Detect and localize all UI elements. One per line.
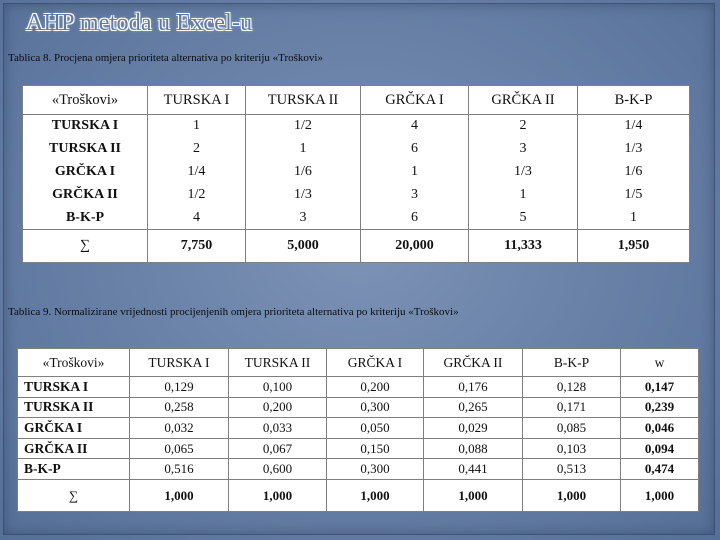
table1-cell: 1/6 [578, 161, 690, 184]
table2-row [18, 438, 699, 459]
pairwise-comparison-table [22, 85, 690, 263]
slide-title: AHP metoda u Excel-u [26, 10, 253, 36]
table1-cell: 4 [148, 206, 246, 229]
table2-sum-row [18, 480, 699, 512]
table2-weight-cell: 0,239 [621, 397, 699, 418]
table2-cell: 0,085 [523, 418, 621, 439]
table2-cell: 0,300 [327, 459, 424, 480]
normalized-values-table [17, 348, 699, 512]
table1-col-header: TURSKA II [246, 86, 361, 115]
table1-sum-row [23, 230, 690, 263]
table2-cell: 0,516 [130, 459, 229, 480]
sum-symbol: ∑ [23, 230, 148, 263]
table1-cell: 4 [361, 115, 469, 138]
table1-row [23, 138, 690, 161]
table1-sum-cell: 11,333 [469, 230, 578, 263]
table1-cell: 1 [578, 206, 690, 229]
table1-header-row [23, 86, 690, 115]
table1-sum-cell: 1,950 [578, 230, 690, 263]
table2-cell: 0,171 [523, 397, 621, 418]
table1-cell: 1/3 [246, 183, 361, 206]
table1-cell: 1/4 [148, 161, 246, 184]
table2-sum-cell: 1,000 [327, 480, 424, 512]
table1-cell: 1 [246, 138, 361, 161]
table2-sum-cell: 1,000 [523, 480, 621, 512]
table1-cell: 6 [361, 138, 469, 161]
table2-container [17, 348, 699, 512]
table2-cell: 0,513 [523, 459, 621, 480]
table1-cell: 1/4 [578, 115, 690, 138]
table2-cell: 0,200 [327, 377, 424, 398]
table2-cell: 0,128 [523, 377, 621, 398]
table2-cell: 0,100 [229, 377, 327, 398]
table1-row-label: GRČKA I [23, 161, 148, 184]
table1-cell: 1/2 [246, 115, 361, 138]
table1-cell: 2 [148, 138, 246, 161]
table2-corner-cell: «Troškovi» [18, 349, 130, 377]
table2-cell: 0,258 [130, 397, 229, 418]
table2-row [18, 397, 699, 418]
table1-cell: 5 [469, 206, 578, 229]
table1-caption: Tablica 8. Procjena omjera prioriteta alternativa po kriteriju «Troškovi» [8, 52, 323, 64]
table2-row-label: TURSKA I [18, 377, 130, 398]
table2-col-header: GRČKA I [327, 349, 424, 377]
table1-cell: 1 [361, 161, 469, 184]
table2-cell: 0,088 [424, 438, 523, 459]
table1-cell: 1/6 [246, 161, 361, 184]
table2-header-row [18, 349, 699, 377]
table2-col-header-weight: w [621, 349, 699, 377]
table1-corner-cell: «Troškovi» [23, 86, 148, 115]
table1-row [23, 183, 690, 206]
table2-col-header: TURSKA I [130, 349, 229, 377]
table2-cell: 0,600 [229, 459, 327, 480]
table1-col-header: TURSKA I [148, 86, 246, 115]
table2-col-header: TURSKA II [229, 349, 327, 377]
table1-row-label: B-K-P [23, 206, 148, 229]
table2-row-label: GRČKA II [18, 438, 130, 459]
table1-cell: 1 [148, 115, 246, 138]
table2-row [18, 418, 699, 439]
table2-col-header: GRČKA II [424, 349, 523, 377]
table2-cell: 0,103 [523, 438, 621, 459]
table2-row [18, 377, 699, 398]
table1-sum-cell: 5,000 [246, 230, 361, 263]
table1-cell: 1/2 [148, 183, 246, 206]
sum-symbol: ∑ [18, 480, 130, 512]
table2-cell: 0,129 [130, 377, 229, 398]
table2-sum-cell: 1,000 [130, 480, 229, 512]
table1-cell: 1/3 [578, 138, 690, 161]
table2-sum-cell: 1,000 [424, 480, 523, 512]
table2-row-label: B-K-P [18, 459, 130, 480]
table1-cell: 3 [361, 183, 469, 206]
table2-cell: 0,150 [327, 438, 424, 459]
table1-cell: 1/5 [578, 183, 690, 206]
table2-weight-cell: 0,094 [621, 438, 699, 459]
table1-row-label: GRČKA II [23, 183, 148, 206]
table1-cell: 3 [246, 206, 361, 229]
table2-col-header: B-K-P [523, 349, 621, 377]
table2-weight-cell: 0,046 [621, 418, 699, 439]
table1-row [23, 115, 690, 138]
table1-row-label: TURSKA II [23, 138, 148, 161]
table1-sum-cell: 20,000 [361, 230, 469, 263]
table2-row-label: GRČKA I [18, 418, 130, 439]
table2-weight-cell: 0,474 [621, 459, 699, 480]
table1-cell: 6 [361, 206, 469, 229]
table2-cell: 0,050 [327, 418, 424, 439]
table1-cell: 1/3 [469, 161, 578, 184]
table1-sum-cell: 7,750 [148, 230, 246, 263]
table2-cell: 0,265 [424, 397, 523, 418]
table2-cell: 0,033 [229, 418, 327, 439]
table1-col-header: GRČKA I [361, 86, 469, 115]
table1-row-label: TURSKA I [23, 115, 148, 138]
table2-cell: 0,441 [424, 459, 523, 480]
table2-cell: 0,029 [424, 418, 523, 439]
table2-cell: 0,300 [327, 397, 424, 418]
table2-caption: Tablica 9. Normalizirane vrijednosti procijenjenih omjera prioriteta alternativa po kriteriju «Troškovi» [8, 306, 459, 318]
table1-cell: 1 [469, 183, 578, 206]
table2-weight-cell: 0,147 [621, 377, 699, 398]
table2-sum-cell: 1,000 [621, 480, 699, 512]
table1-cell: 3 [469, 138, 578, 161]
table2-row-label: TURSKA II [18, 397, 130, 418]
table2-row [18, 459, 699, 480]
table1-col-header: B-K-P [578, 86, 690, 115]
table2-cell: 0,067 [229, 438, 327, 459]
table1-cell: 2 [469, 115, 578, 138]
table2-cell: 0,065 [130, 438, 229, 459]
table2-cell: 0,176 [424, 377, 523, 398]
table1-row [23, 161, 690, 184]
table2-cell: 0,032 [130, 418, 229, 439]
table1-container [22, 85, 690, 263]
table1-row [23, 206, 690, 229]
table2-sum-cell: 1,000 [229, 480, 327, 512]
table1-col-header: GRČKA II [469, 86, 578, 115]
table2-cell: 0,200 [229, 397, 327, 418]
